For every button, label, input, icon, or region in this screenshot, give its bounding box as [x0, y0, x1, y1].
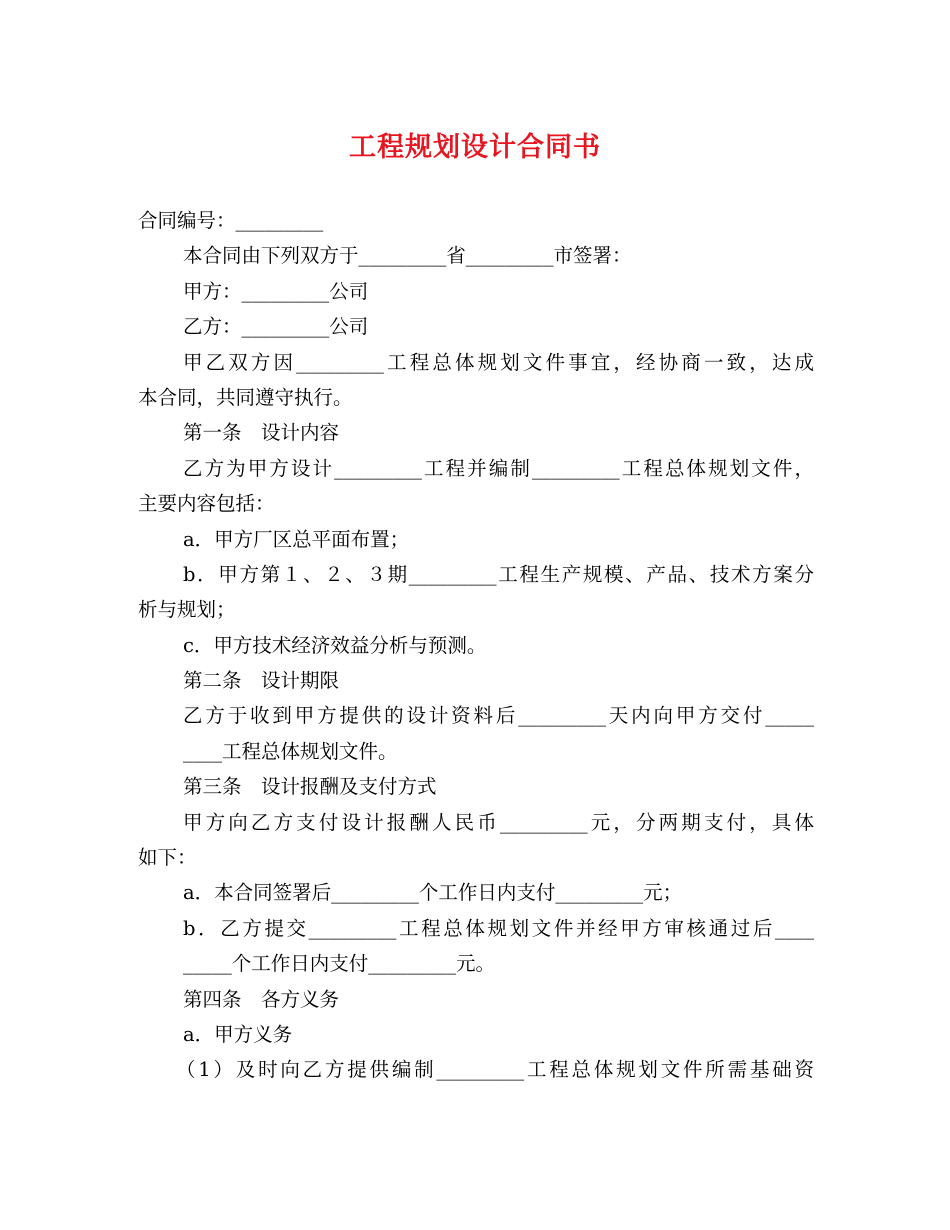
article-heading: 第四条 各方义务 — [183, 987, 340, 1011]
party-b-line: 乙方：_________公司 — [183, 315, 369, 339]
signing-place-line: 本合同由下列双方于_________省_________市签署： — [183, 244, 632, 268]
article-heading: 第二条 设计期限 — [183, 669, 340, 693]
paragraph-line: 本合同，共同遵守执行。 — [138, 385, 353, 409]
list-item: b．甲方第１、２、３期_________工程生产规模、产品、技术方案分 — [183, 562, 814, 586]
paragraph-line: 甲方向乙方支付设计报酬人民币_________元，分两期支付，具体 — [183, 810, 814, 834]
paragraph-line: 如下： — [138, 846, 197, 870]
paragraph-line: ____工程总体规划文件。 — [183, 739, 398, 763]
list-item: （1）及时向乙方提供编制_________工程总体规划文件所需基础资 — [176, 1058, 814, 1082]
party-a-line: 甲方：_________公司 — [183, 279, 369, 303]
document-body — [138, 203, 814, 1088]
list-item: a．本合同签署后_________个工作日内支付_________元； — [183, 881, 683, 905]
paragraph-line: 甲乙双方因_________工程总体规划文件事宜，经协商一致，达成 — [183, 350, 814, 374]
list-item: a．甲方厂区总平面布置； — [183, 527, 410, 551]
paragraph-line: _____个工作日内支付_________元。 — [183, 952, 496, 976]
paragraph-line: 乙方于收到甲方提供的设计资料后_________天内向甲方交付_____ — [183, 704, 814, 728]
list-item: a．甲方义务 — [183, 1022, 293, 1046]
article-heading: 第一条 设计内容 — [183, 421, 340, 445]
document-title: 工程规划设计合同书 — [349, 132, 601, 163]
list-item: b．乙方提交_________工程总体规划文件并经甲方审核通过后____ — [183, 916, 814, 940]
article-heading: 第三条 设计报酬及支付方式 — [183, 775, 437, 799]
paragraph-line: 析与规划； — [138, 598, 236, 622]
paragraph-line: 主要内容包括： — [138, 492, 275, 516]
contract-number-line: 合同编号：_________ — [138, 209, 324, 232]
paragraph-line: 乙方为甲方设计_________工程并编制_________工程总体规划文件， — [183, 456, 814, 480]
list-item: c．甲方技术经济效益分析与预测。 — [183, 633, 487, 657]
